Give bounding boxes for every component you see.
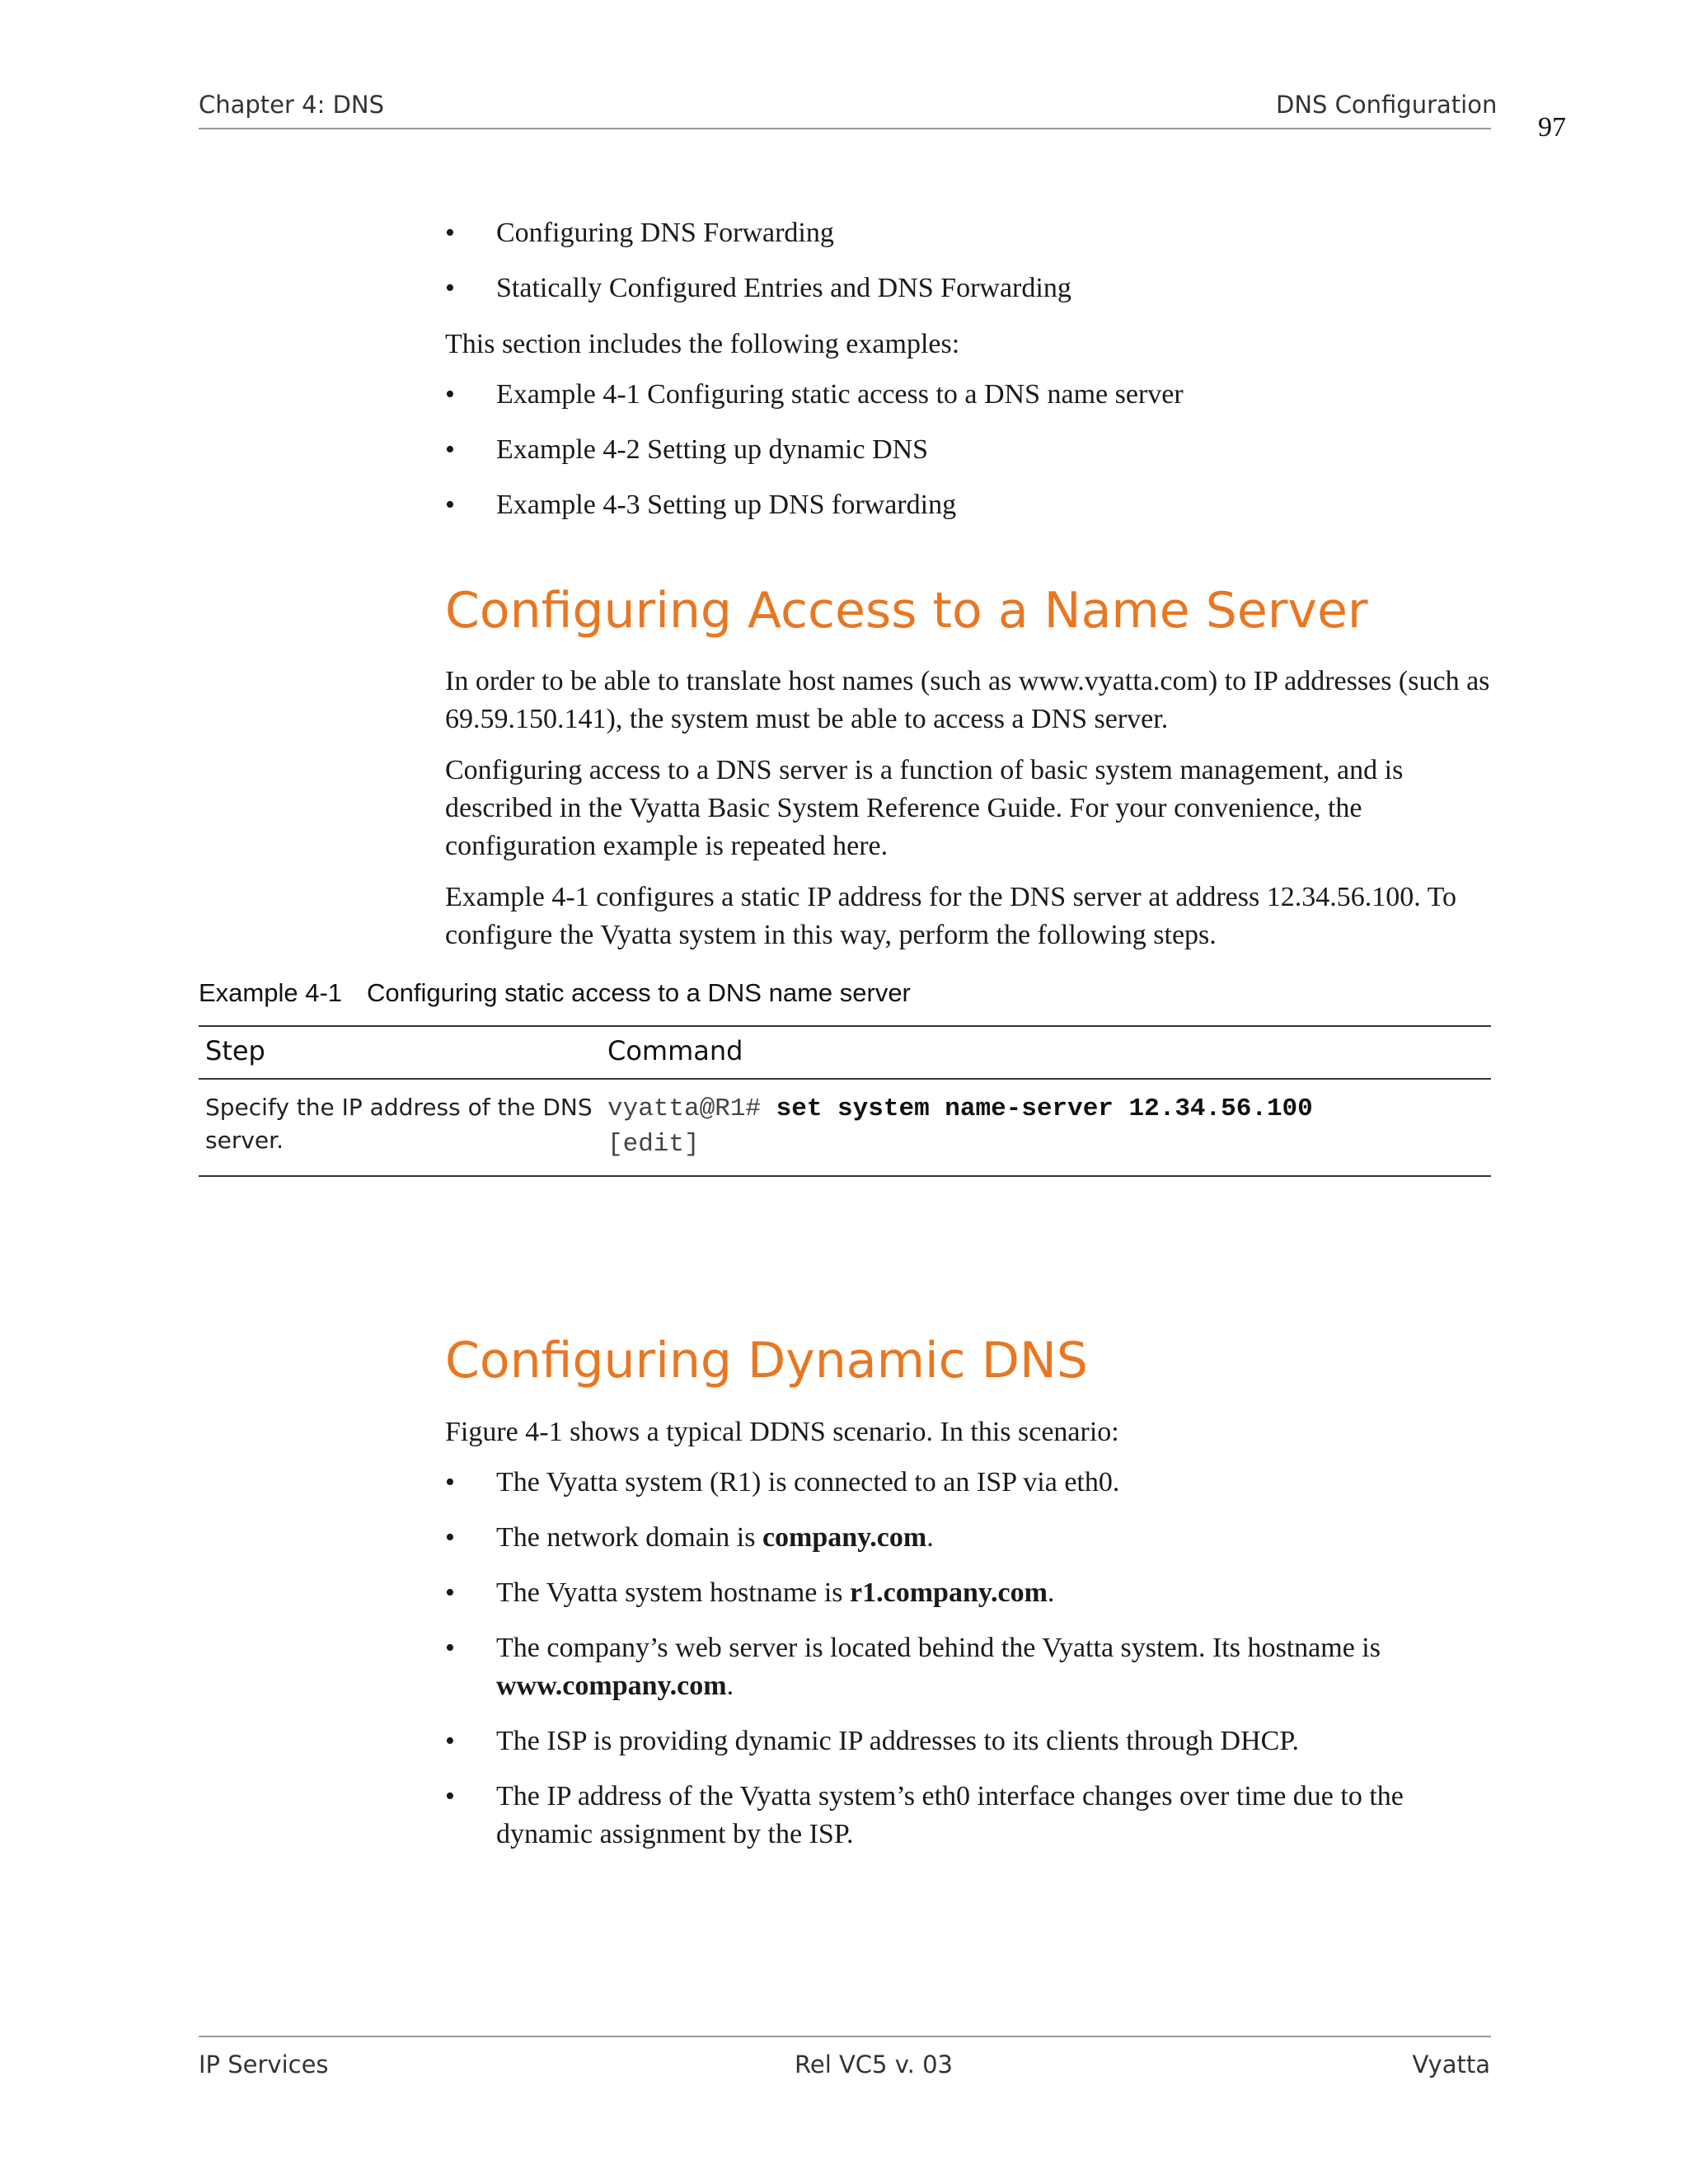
bullet-icon: • [445,273,455,303]
list-item: • Example 4-3 Setting up DNS forwarding [445,486,1184,524]
section-heading-dynamic-dns: Configuring Dynamic DNS [445,1332,1088,1390]
step-cell [199,1079,601,1176]
bullet-icon: • [445,1522,455,1553]
example-caption [199,978,911,1008]
bullet-icon: • [445,1726,455,1756]
header-rule [199,128,1491,129]
bullet-icon: • [445,1467,455,1497]
list-item: • The company’s web server is located behind the Vyatta system. Its hostname is www.company.com. [445,1629,1492,1705]
section2-intro: Figure 4-1 shows a typical DDNS scenario. In this scenario: [445,1417,1119,1447]
column-header-step: Step [199,1026,601,1079]
paragraph: In order to be able to translate host names (such as www.vyatta.com) to IP addresses (such as 69.59.150.141), the system must be able to access a DNS server. [445,666,1490,734]
bullet-icon: • [445,218,455,248]
footer-rule [199,2036,1491,2037]
bullet-icon: • [445,1577,455,1608]
cli-output: [edit] [607,1130,700,1159]
list-item: • The ISP is providing dynamic IP addresses to its clients through DHCP. [445,1722,1492,1760]
cli-command: set system name-server 12.34.56.100 [776,1094,1313,1123]
list-item: • Example 4-1 Configuring static access to a DNS name server [445,376,1184,414]
list-item: • Example 4-2 Setting up dynamic DNS [445,431,1184,469]
example-table [199,1025,1491,1177]
command-cell [601,1079,1491,1176]
example-bullet-list [445,376,1184,541]
example-caption-number: Example 4-1 [199,978,343,1007]
hostname: r1.company.com [850,1577,1048,1608]
cli-prompt: vyatta@R1# [607,1094,776,1123]
footer-release: Rel VC5 v. 03 [795,2050,953,2079]
table-header-row [199,1026,1491,1079]
bullet-icon: • [445,490,455,520]
section-heading-name-server: Configuring Access to a Name Server [445,582,1368,640]
paragraph: Configuring access to a DNS server is a function of basic system management, and is described in the Vyatta Basic System Reference Guide. For your convenience, the configuration example is repeated here. [445,755,1404,861]
list-item: • Statically Configured Entries and DNS Forwarding [445,269,1071,307]
header-section: DNS Configuration [1276,91,1498,119]
page-number: 97 [1538,112,1566,143]
domain-name: company.com [762,1522,927,1553]
bullet-icon: • [445,1633,455,1663]
footer-company: Vyatta [1412,2050,1490,2079]
step-description: Specify the IP address of the DNS server. [205,1094,593,1154]
list-item: • The Vyatta system (R1) is connected to an ISP via eth0. [445,1464,1492,1502]
web-server-hostname: www.company.com [496,1671,727,1701]
list-item: • The network domain is company.com. [445,1519,1492,1557]
list-item: • Configuring DNS Forwarding [445,214,1071,252]
examples-intro: This section includes the following examples: [445,329,960,359]
example-caption-title: Configuring static access to a DNS name server [367,978,911,1007]
header-chapter: Chapter 4: DNS [199,91,385,119]
paragraph: Example 4-1 configures a static IP address for the DNS server at address 12.34.56.100. To configure the Vyatta system in this way, perform the following steps. [445,882,1456,950]
footer-product: IP Services [199,2050,329,2079]
intro-bullet-list [445,214,1071,325]
list-item: • The Vyatta system hostname is r1.company.com. [445,1574,1492,1612]
bullet-icon: • [445,1781,455,1811]
column-header-command: Command [601,1026,1491,1079]
ddns-bullet-list [445,1464,1492,1871]
table-row [199,1079,1491,1176]
bullet-icon: • [445,379,455,410]
bullet-icon: • [445,434,455,465]
list-item: • The IP address of the Vyatta system’s eth0 interface changes over time due to the dynamic assignment by the ISP. [445,1778,1492,1854]
command-line [607,1091,1484,1127]
